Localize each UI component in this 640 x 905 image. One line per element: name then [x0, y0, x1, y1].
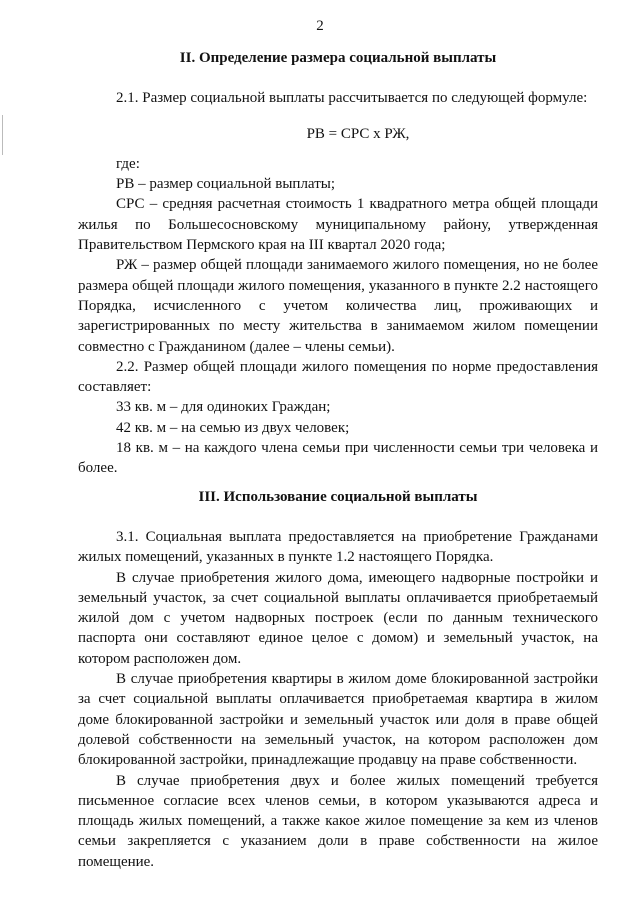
- page-number: 2: [316, 18, 324, 34]
- definition-rzh: РЖ – размер общей площади занимаемого жилого помещения, но не более размера общей площади жилого помещения, указанного в пункте 2.2 настоящего Порядка, исчисленного с учетом количества лиц, проживающих и зарегистрированных по месту жительства в занимаемом жилом помещении совместно с Гражданином (далее – члены семьи).: [78, 257, 598, 355]
- norm-two: 42 кв. м – на семью из двух человек;: [116, 419, 350, 436]
- paragraph-2-1: 2.1. Размер социальной выплаты рассчитывается по следующей формуле:: [116, 90, 588, 107]
- definition-srs: СРС – средняя расчетная стоимость 1 квадратного метра общей площади жилья по Большесосновскому муниципальному району, утвержденная Правительством Пермского края на III квартал 2020 года;: [78, 196, 598, 254]
- paragraph-flat: В случае приобретения квартиры в жилом доме блокированной застройки за счет социальной выплаты оплачивается приобретаемая квартира в жилом доме блокированной застройки и земельный участок или доля в праве общей долевой собственности на земельный участок, на котором расположен дом блокированной застройки, принадлежащие продавцу на праве собственности.: [78, 671, 598, 769]
- document-body: [78, 48, 598, 872]
- paragraph-two-dwellings: В случае приобретения двух и более жилых помещений требуется письменное согласие всех членов семьи, в котором указываются адреса и площадь жилых помещений, а также какое жилое помещение за кем из членов семьи закрепляется с указанием доли в праве собственности на жилое помещение.: [78, 772, 598, 870]
- scan-margin-mark: [2, 115, 3, 155]
- where-label: где:: [116, 155, 140, 172]
- paragraph-house: В случае приобретения жилого дома, имеющего надворные постройки и земельный участок, за счет социальной выплаты оплачивается приобретаемый жилой дом с учетом надворных построек (если по данным технического паспорта они составляют единое целое с домом) и земельный участок, на котором расположен дом.: [78, 569, 598, 667]
- section-3-heading: III. Использование социальной выплаты: [198, 488, 478, 505]
- definition-rv: РВ – размер социальной выплаты;: [116, 176, 335, 193]
- norm-single: 33 кв. м – для одиноких Граждан;: [116, 399, 331, 416]
- paragraph-2-2: 2.2. Размер общей площади жилого помещения по норме предоставления составляет:: [78, 358, 598, 396]
- paragraph-3-1: 3.1. Социальная выплата предоставляется на приобретение Гражданами жилых помещений, указанных в пункте 1.2 настоящего Порядка.: [78, 528, 598, 566]
- norm-three-plus: 18 кв. м – на каждого члена семьи при численности семьи три человека и более.: [78, 440, 598, 477]
- section-2-heading: II. Определение размера социальной выплаты: [179, 50, 497, 66]
- formula: РВ = СРС x РЖ,: [306, 125, 410, 142]
